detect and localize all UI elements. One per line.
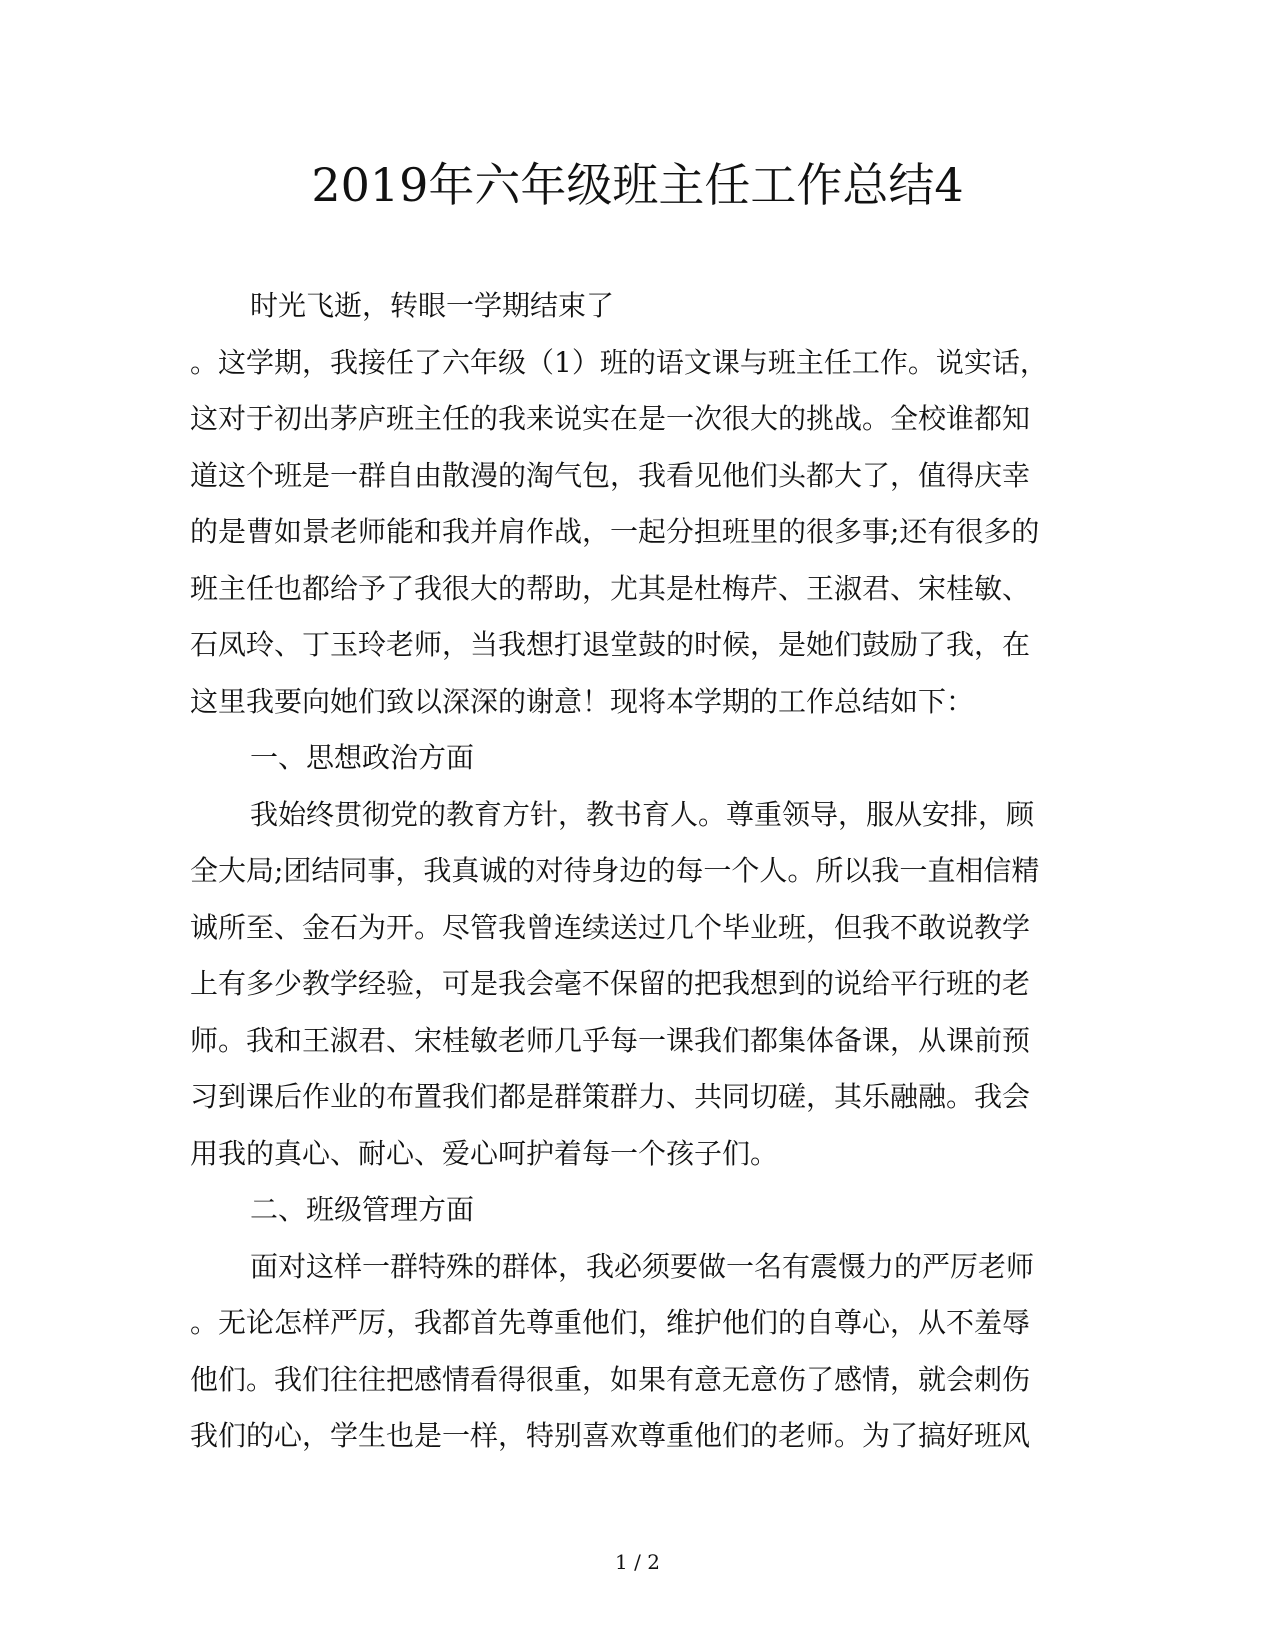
paragraph-line: 诚所至、金石为开。尽管我曾连续送过几个毕业班，但我不敢说教学 xyxy=(190,910,1031,944)
paragraph-line: 师。我和王淑君、宋桂敏老师几乎每一课我们都集体备课，从课前预 xyxy=(190,1023,1031,1057)
section-heading: 二、班级管理方面 xyxy=(250,1193,475,1226)
paragraph-line: 的是曹如景老师能和我并肩作战，一起分担班里的很多事;还有很多的 xyxy=(190,515,1040,548)
paragraph-line: 道这个班是一群自由散漫的淘气包，我看见他们头都大了，值得庆幸 xyxy=(190,458,1031,492)
page-title: 2019年六年级班主任工作总结4 xyxy=(311,158,964,212)
paragraph-line: 。这学期，我接任了六年级（1）班的语文课与班主任工作。说实话， xyxy=(190,345,1048,379)
page-number: 1 / 2 xyxy=(615,1550,660,1574)
paragraph-line: 。无论怎样严厉，我都首先尊重他们，维护他们的自尊心，从不羞辱 xyxy=(190,1306,1031,1339)
paragraph-line: 我们的心，学生也是一样，特别喜欢尊重他们的老师。为了搞好班风 xyxy=(190,1419,1031,1452)
paragraph-line: 石凤玲、丁玉玲老师，当我想打退堂鼓的时候，是她们鼓励了我，在 xyxy=(190,628,1031,661)
paragraph-line: 他们。我们往往把感情看得很重，如果有意无意伤了感情，就会刺伤 xyxy=(190,1362,1031,1396)
section-heading: 一、思想政治方面 xyxy=(250,741,475,774)
paragraph-line: 面对这样一群特殊的群体，我必须要做一名有震慑力的严厉老师 xyxy=(250,1249,1035,1283)
paragraph-line: 这里我要向她们致以深深的谢意！现将本学期的工作总结如下： xyxy=(190,684,975,718)
paragraph-line: 上有多少教学经验，可是我会毫不保留的把我想到的说给平行班的老 xyxy=(190,967,1031,1000)
paragraph-line: 全大局;团结同事，我真诚的对待身边的每一个人。所以我一直相信精 xyxy=(190,854,1040,887)
document-body xyxy=(190,278,1080,1465)
paragraph-line: 这对于初出茅庐班主任的我来说实在是一次很大的挑战。全校谁都知 xyxy=(190,402,1031,435)
paragraph-line: 我始终贯彻党的教育方针，教书育人。尊重领导，服从安排，顾 xyxy=(250,797,1035,831)
paragraph-line: 班主任也都给予了我很大的帮助，尤其是杜梅芹、王淑君、宋桂敏、 xyxy=(190,571,1031,605)
paragraph-line: 时光飞逝，转眼一学期结束了 xyxy=(250,289,615,322)
paragraph-line: 习到课后作业的布置我们都是群策群力、共同切磋，其乐融融。我会 xyxy=(190,1080,1031,1113)
paragraph-line: 用我的真心、耐心、爱心呵护着每一个孩子们。 xyxy=(190,1136,779,1170)
